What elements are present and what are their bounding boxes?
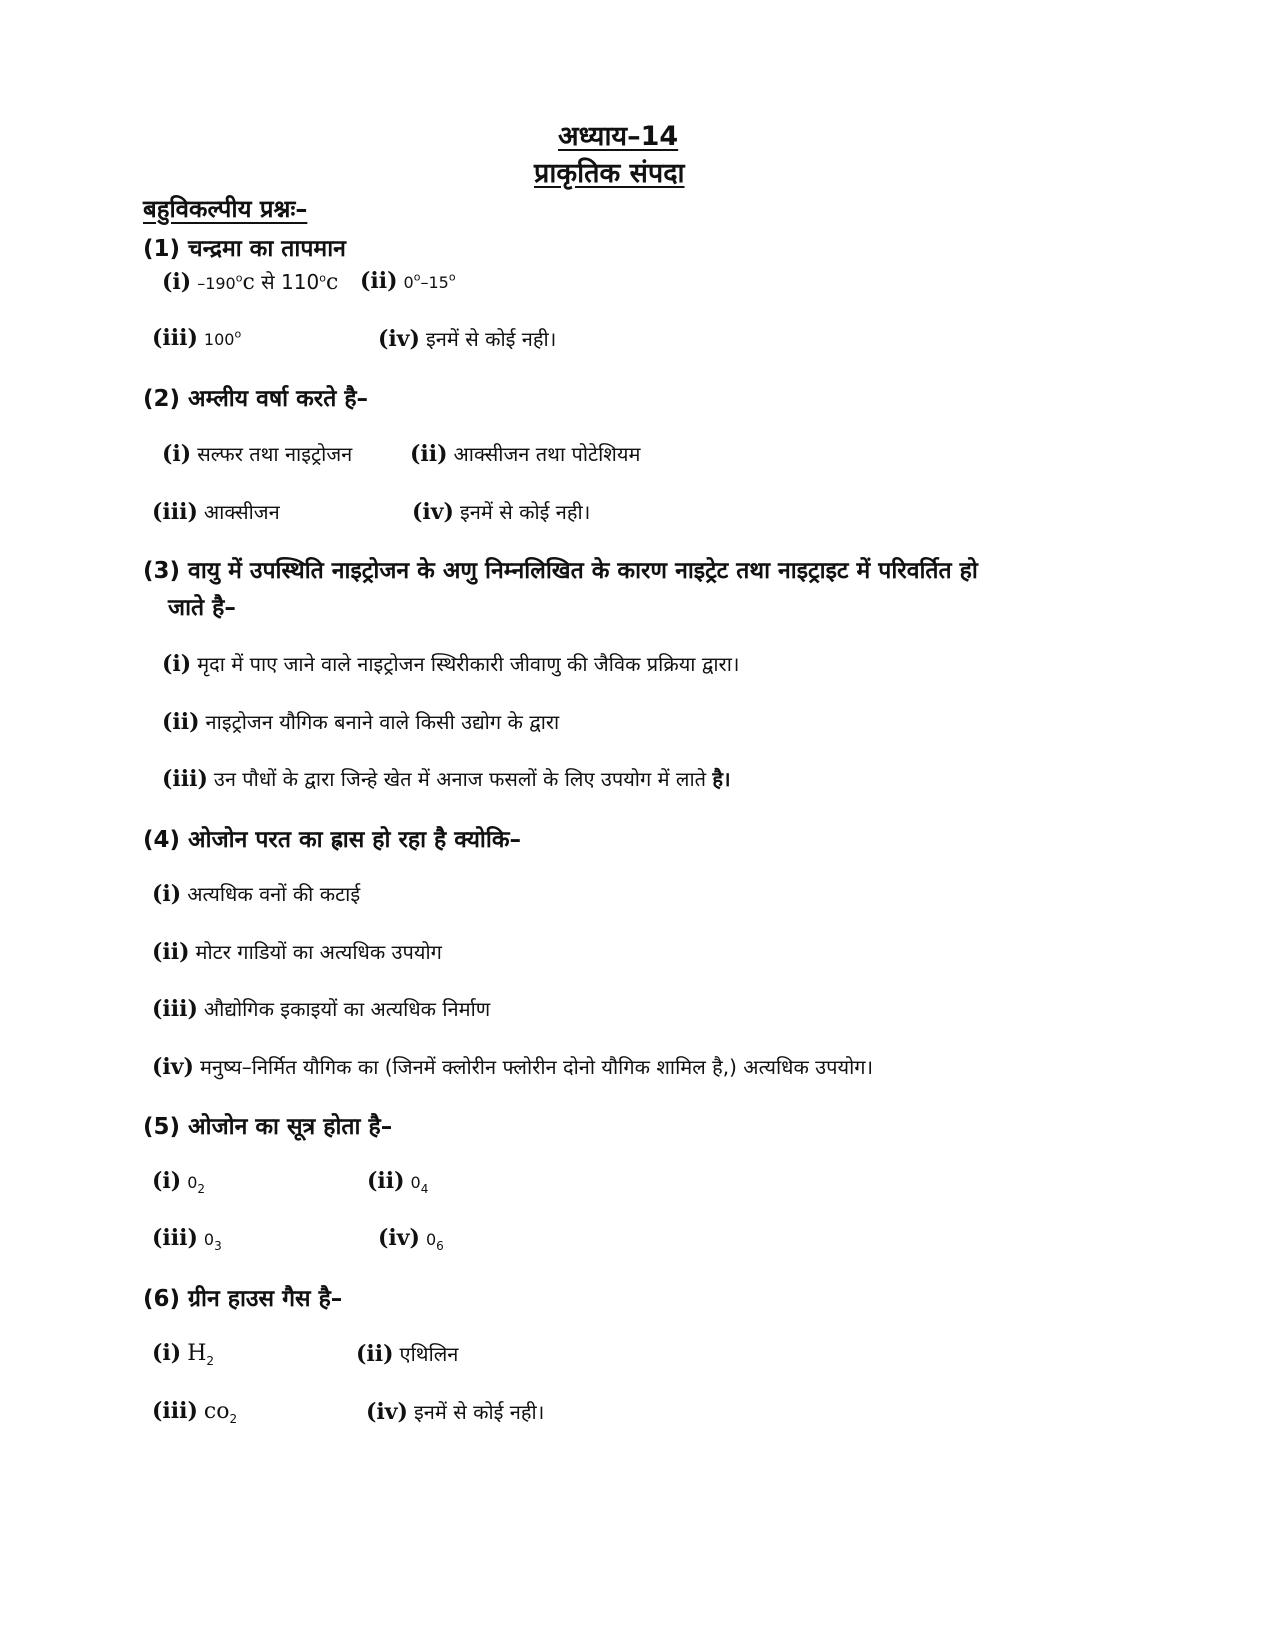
degree-sign: o (234, 327, 242, 341)
option-marker: (i) (162, 651, 192, 677)
section-heading: बहुविकल्पीय प्रश्नः– (143, 195, 308, 223)
q4-option-iv (152, 1053, 873, 1080)
question-4: (4) ओजोन परत का ह्रास हो रहा है क्योकि– (143, 827, 522, 853)
option-marker: (iii) (162, 766, 208, 792)
option-text: औद्योगिक इकाइयों का अत्यधिक निर्माण (203, 997, 491, 1021)
formula: H (187, 1341, 207, 1366)
option-text: नाइट्रोजन यौगिक बनाने वाले किसी उद्योग के द्वारा (205, 710, 560, 734)
degree-sign: o (235, 271, 243, 285)
q6-option-ii (356, 1340, 458, 1367)
chapter-title: प्राकृतिक संपदा (534, 158, 685, 189)
subscript: 4 (420, 1182, 429, 1196)
option-marker: (iv) (152, 1054, 194, 1080)
q1-option-iv (378, 325, 556, 352)
q3-option-iii (162, 765, 731, 792)
question-3-line-1: (3) वायु में उपस्थिति नाइट्रोजन के अणु निम्नलिखित के कारण नाइट्रेट तथा नाइट्राइट में परिवर्तित हो (143, 558, 978, 584)
option-marker: (ii) (162, 709, 200, 735)
value: से 110 (261, 270, 320, 294)
subscript: 3 (214, 1239, 222, 1253)
option-marker: (i) (162, 441, 192, 467)
q1-option-ii (360, 268, 456, 294)
option-marker: (iv) (378, 326, 420, 352)
option-text: सल्फर तथा नाइट्रोजन (197, 442, 353, 466)
option-marker: (i) (152, 1168, 182, 1194)
option-marker: (iii) (152, 996, 198, 1022)
option-text: मनुष्य–निर्मित यौगिक का (जिनमें क्लोरीन फ्लोरीन दोनो यौगिक शामिल है,) अत्यधिक उपयोग। (199, 1055, 874, 1079)
q5-option-iii (152, 1225, 222, 1253)
question-5: (5) ओजोन का सूत्र होता है– (143, 1114, 393, 1140)
option-text: उन पौधों के द्वारा जिन्हे खेत में अनाज फसलों के लिए उपयोग में लाते (213, 767, 707, 791)
option-text: इनमें से कोई नही। (459, 500, 591, 524)
q2-option-i (162, 440, 352, 467)
option-marker: (i) (152, 1340, 182, 1366)
degree-sign: o (448, 270, 456, 284)
option-text: इनमें से कोई नही। (413, 1400, 545, 1424)
q4-option-iii (152, 995, 490, 1022)
q5-option-iv (378, 1225, 444, 1253)
option-marker: (iii) (152, 1225, 198, 1251)
option-marker: (iv) (412, 499, 454, 525)
q1-option-i (162, 268, 338, 295)
question-2: (2) अम्लीय वर्षा करते है– (143, 386, 369, 412)
option-marker: (ii) (367, 1168, 405, 1194)
q4-option-ii (152, 938, 442, 965)
degree-sign: o (319, 271, 326, 285)
option-text: मृदा में पाए जाने वाले नाइट्रोजन स्थिरीकारी जीवाणु की जैविक प्रक्रिया द्वारा। (197, 652, 740, 676)
unit: c (325, 270, 339, 295)
q2-option-ii (410, 440, 640, 467)
subscript: 2 (206, 1354, 215, 1368)
option-marker: (iii) (152, 325, 198, 351)
option-text: एथिलिन (399, 1342, 459, 1366)
q6-option-iii (152, 1398, 237, 1426)
option-text: अत्यधिक वनों की कटाई (187, 882, 361, 906)
question-1: (1) चन्द्रमा का तापमान (143, 236, 346, 262)
option-marker: (ii) (356, 1341, 394, 1367)
option-marker: (iii) (152, 499, 198, 525)
q3-option-i (162, 650, 739, 677)
q2-option-iii (152, 498, 280, 525)
option-text: आक्सीजन (203, 500, 280, 524)
chapter-number: अध्याय–14 (558, 121, 679, 152)
q6-option-iv (366, 1398, 544, 1425)
formula: 0 (425, 1230, 437, 1249)
value: –15 (420, 273, 449, 292)
value: –190 (197, 274, 236, 293)
option-text: आक्सीजन तथा पोटेशियम (453, 442, 641, 466)
option-marker: (i) (162, 269, 192, 295)
option-marker: (iv) (378, 1225, 420, 1251)
q5-option-ii (367, 1168, 428, 1196)
option-marker: (iv) (366, 1399, 408, 1425)
subscript: 2 (197, 1182, 206, 1196)
q6-option-i (152, 1340, 214, 1368)
option-marker: (ii) (360, 268, 398, 294)
option-marker: (iii) (152, 1398, 198, 1424)
degree-sign: o (413, 270, 421, 284)
q5-option-i (152, 1168, 205, 1196)
option-text-end: है। (712, 767, 731, 791)
question-3-line-2: जाते है– (168, 595, 236, 621)
unit: c (242, 270, 255, 295)
value: 0 (403, 273, 414, 292)
formula: 0 (203, 1230, 215, 1249)
option-marker: (i) (152, 881, 182, 907)
subscript: 6 (436, 1239, 444, 1253)
option-text: मोटर गाडियों का अत्यधिक उपयोग (195, 940, 442, 964)
subscript: 2 (229, 1412, 238, 1426)
q3-option-ii (162, 708, 559, 735)
option-marker: (ii) (410, 441, 448, 467)
option-marker: (ii) (152, 939, 190, 965)
q4-option-i (152, 880, 360, 907)
question-6: (6) ग्रीन हाउस गैस है– (143, 1286, 343, 1312)
formula: co (203, 1399, 230, 1424)
q1-option-iii (152, 325, 241, 351)
q2-option-iv (412, 498, 590, 525)
value: 100 (203, 330, 235, 349)
option-text: इनमें से कोई नही। (425, 327, 557, 351)
formula: 0 (187, 1173, 198, 1192)
formula: 0 (410, 1173, 421, 1192)
